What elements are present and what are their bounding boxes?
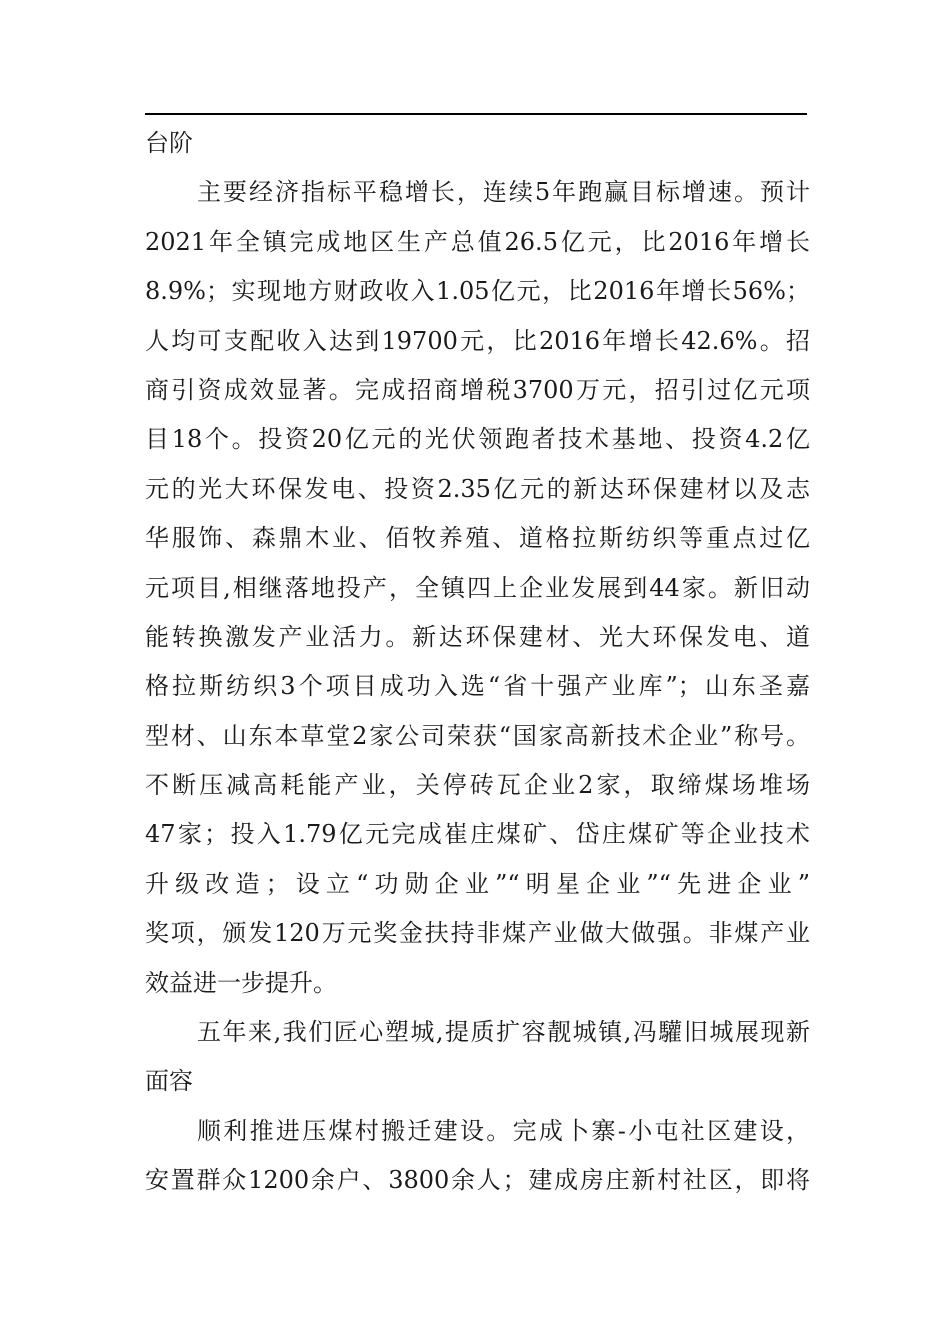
text-line: 华服饰、森鼎木业、佰牧养殖、道格拉斯纺织等重点过亿 [145, 524, 810, 553]
text-line: 升级改造；设立“功勋企业”“明星企业”“先进企业” [145, 869, 810, 898]
text-line: 格拉斯纺织3个项目成功入选“省十强产业库”；山东圣嘉 [145, 672, 810, 701]
text-line: 主要经济指标平稳增长，连续5年跑赢目标增速。预计 [197, 178, 810, 207]
text-line: 能转换激发产业活力。新达环保建材、光大环保发电、道 [145, 622, 810, 651]
text-line: 不断压减高耗能产业，关停砖瓦企业2家，取缔煤场堆场 [145, 771, 810, 800]
text-line: 8.9%；实现地方财政收入1.05亿元，比2016年增长56%； [145, 277, 810, 306]
text-line: 型材、山东本草堂2家公司荣获“国家高新技术企业”称号。 [145, 721, 810, 750]
text-line: 元项目,相继落地投产，全镇四上企业发展到44家。新旧动 [145, 573, 810, 602]
text-line: 安置群众1200余户、3800余人；建成房庄新村社区，即将 [145, 1166, 810, 1195]
body-text [145, 119, 810, 1206]
text-line: 2021年全镇完成地区生产总值26.5亿元，比2016年增长 [145, 227, 810, 256]
text-line: 台阶 [145, 129, 193, 157]
text-line: 人均可支配收入达到19700元，比2016年增长42.6%。招 [145, 326, 810, 355]
text-line: 顺利推进压煤村搬迁建设。完成卜寨-小屯社区建设， [197, 1116, 810, 1145]
text-line: 效益进一步提升。 [145, 968, 337, 997]
text-line: 奖项，颁发120万元奖金扶持非煤产业做大做强。非煤产业 [145, 919, 810, 948]
text-line: 商引资成效显著。完成招商增税3700万元，招引过亿元项 [145, 375, 810, 404]
text-line: 元的光大环保发电、投资2.35亿元的新达环保建材以及志 [145, 474, 810, 503]
header-rule [145, 113, 807, 115]
text-line: 面容 [145, 1067, 193, 1096]
text-line: 47家；投入1.79亿元完成崔庄煤矿、岱庄煤矿等企业技术 [145, 820, 810, 849]
text-line: 目18个。投资20亿元的光伏领跑者技术基地、投资4.2亿 [145, 425, 810, 454]
text-line: 五年来,我们匠心塑城,提质扩容靓城镇,冯驩旧城展现新 [197, 1018, 810, 1047]
